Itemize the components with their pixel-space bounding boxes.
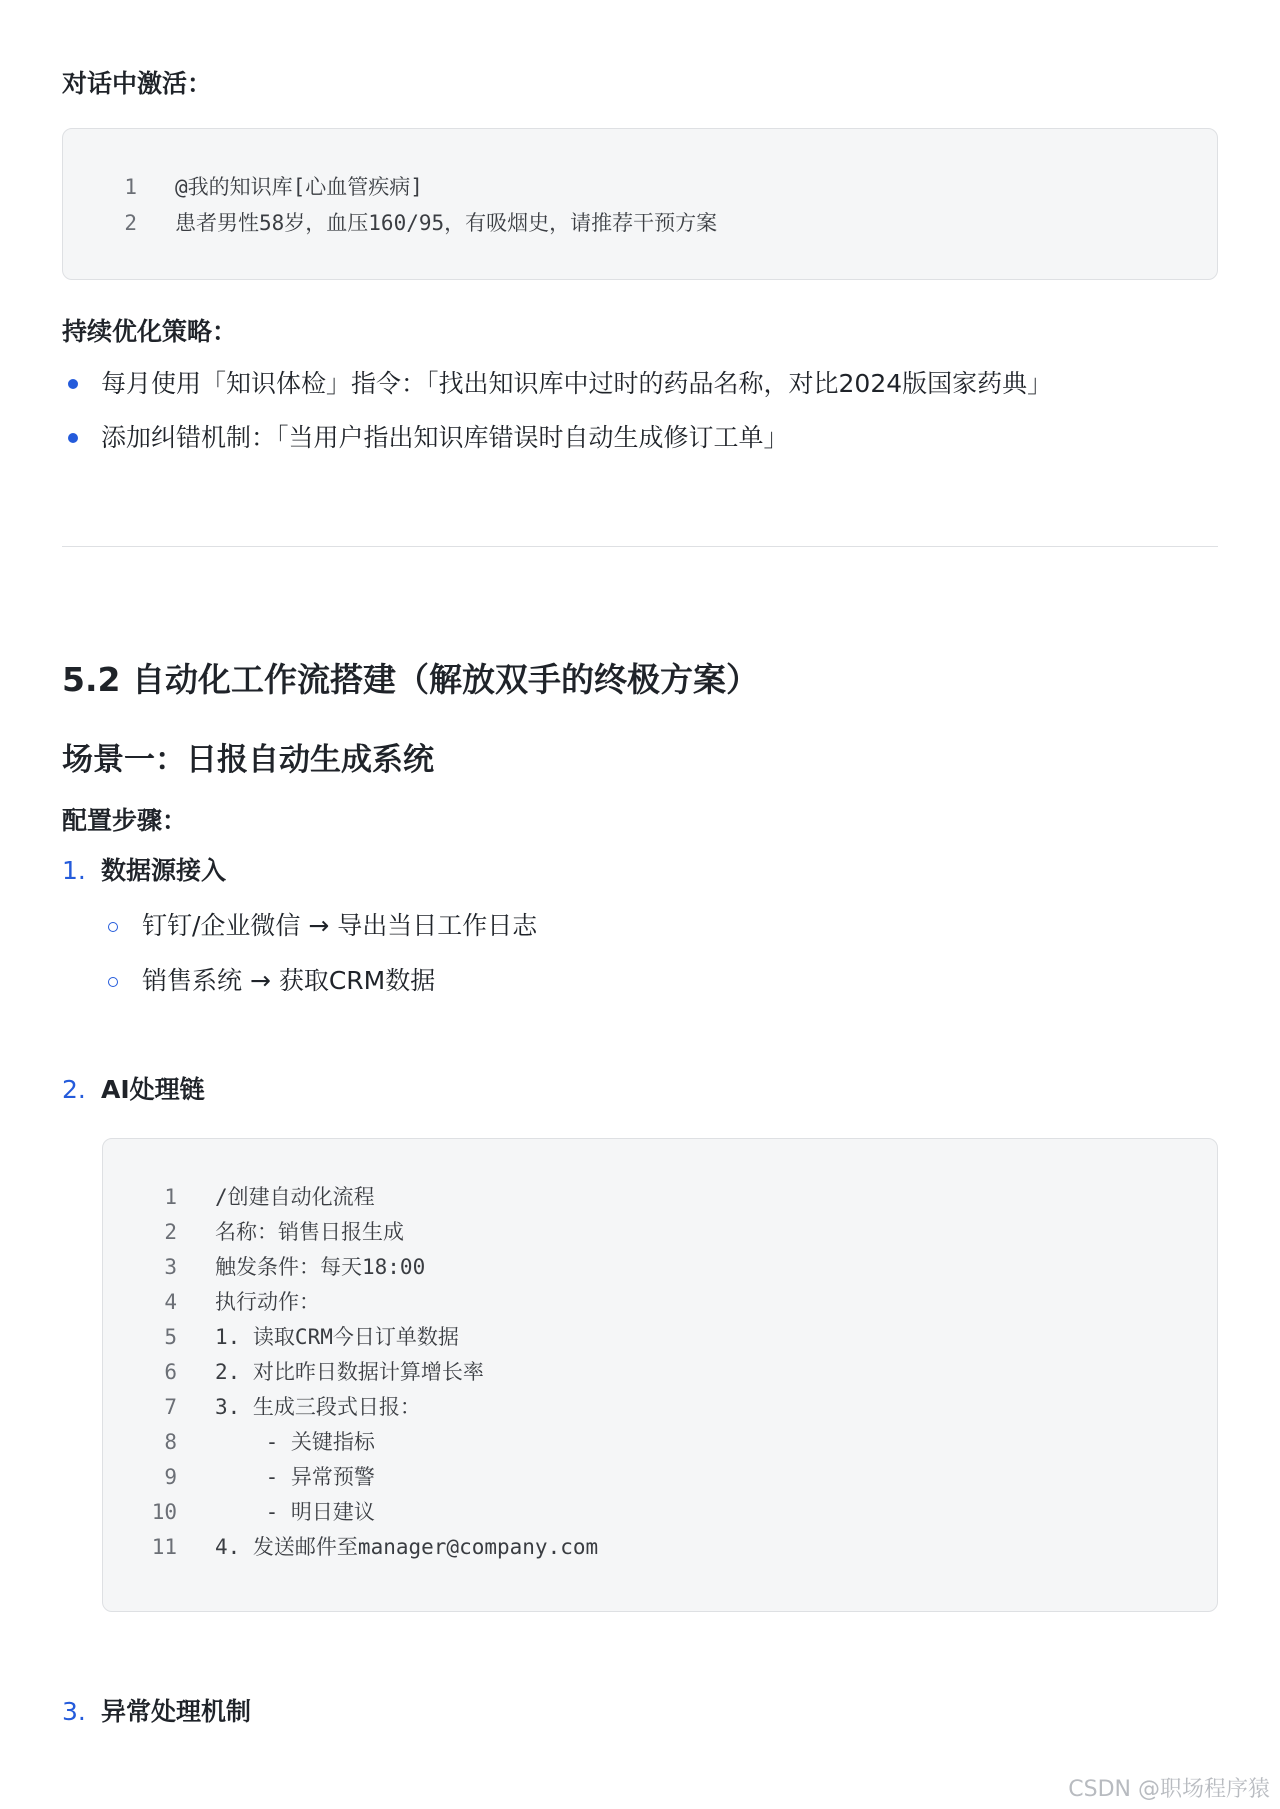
list-number: 3. — [62, 1697, 86, 1726]
watermark: CSDN @职场程序猿 — [1068, 1777, 1270, 1802]
code-line: 1 @我的知识库[心血管疾病] — [124, 175, 423, 199]
sub-list-item: 销售系统 → 获取CRM数据 — [62, 963, 435, 999]
step-title: 数据源接入 — [101, 856, 227, 885]
code-line: 10 - 明日建议 — [151, 1500, 375, 1524]
sub-list-item: 钉钉/企业微信 → 导出当日工作日志 — [62, 908, 537, 944]
code-line: 3 触发条件：每天18:00 — [164, 1255, 426, 1279]
code-line: 9 - 异常预警 — [164, 1465, 375, 1489]
list-item: 添加纠错机制：「当用户指出知识库错误时自动生成修订工单」 — [62, 420, 789, 456]
scene-heading: 场景一：日报自动生成系统 — [62, 742, 434, 778]
list-number: 2. — [62, 1075, 86, 1104]
code-line: 2 名称：销售日报生成 — [164, 1220, 404, 1244]
list-number: 1. — [62, 856, 86, 885]
section-divider — [62, 546, 1218, 547]
bullet-dot — [68, 379, 78, 389]
code-line: 11 4. 发送邮件至manager@company.com — [151, 1535, 599, 1559]
code-line: 2 患者男性58岁，血压160/95，有吸烟史，请推荐干预方案 — [124, 211, 718, 235]
bullet-dot — [68, 433, 78, 443]
code-line: 6 2. 对比昨日数据计算增长率 — [164, 1360, 484, 1384]
ordered-list-item — [62, 1694, 251, 1730]
step-title: AI处理链 — [101, 1075, 205, 1104]
code-line: 7 3. 生成三段式日报： — [164, 1395, 421, 1419]
code-block-knowledge[interactable] — [62, 128, 1218, 280]
code-line: 5 1. 读取CRM今日订单数据 — [164, 1325, 459, 1349]
code-line: 4 执行动作： — [164, 1290, 320, 1314]
step-title: 异常处理机制 — [101, 1697, 252, 1726]
code-line: 8 - 关键指标 — [164, 1430, 375, 1454]
dialog-activation-label: 对话中激活： — [62, 69, 213, 98]
config-steps-label: 配置步骤： — [62, 806, 188, 835]
hollow-bullet — [108, 922, 118, 932]
list-item: 每月使用「知识体检」指令：「找出知识库中过时的药品名称，对比2024版国家药典」 — [62, 366, 1052, 402]
ordered-list-item — [62, 853, 226, 889]
optimize-strategy-label: 持续优化策略： — [62, 317, 238, 346]
hollow-bullet — [108, 977, 118, 987]
code-block-workflow[interactable] — [102, 1138, 1218, 1612]
code-line: 1 /创建自动化流程 — [164, 1185, 375, 1209]
section-heading: 5.2 自动化工作流搭建（解放双手的终极方案） — [62, 660, 759, 699]
ordered-list-item — [62, 1072, 205, 1108]
